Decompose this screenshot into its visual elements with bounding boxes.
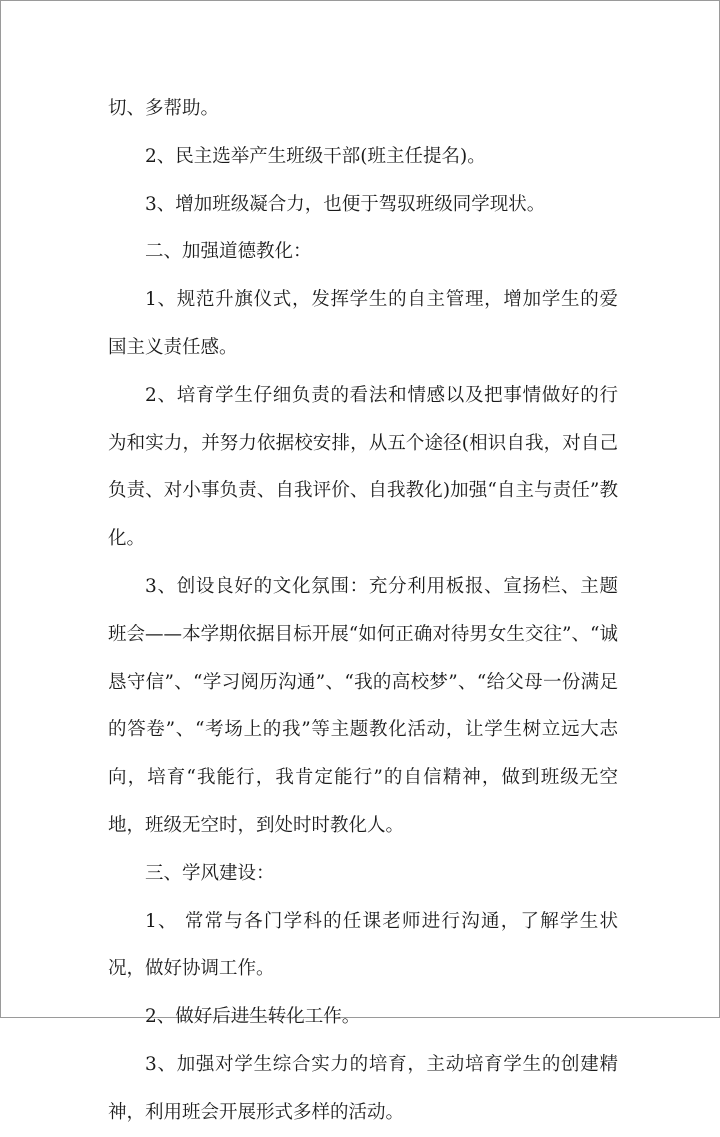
paragraph-moral-item-2: 2、培育学生仔细负责的看法和情感以及把事情做好的行为和实力，并努力依据校安排，从五个途径(相识自我，对自己负责、对小事负责、自我评价、自我教化)加强“自主与责任”教化。 bbox=[108, 384, 618, 550]
paragraph-item-2-elect-cadres: 2、民主选举产生班级干部(班主任提名)。 bbox=[145, 145, 486, 167]
paragraph-study-item-2: 2、做好后进生转化工作。 bbox=[145, 1006, 361, 1028]
paragraph-study-item-1: 1、 常常与各门学科的任课老师进行沟通，了解学生状况，做好协调工作。 bbox=[108, 910, 618, 980]
paragraph-continuation: 切、多帮助。 bbox=[108, 98, 220, 119]
paragraph-study-item-3: 3、加强对学生综合实力的培育，主动培育学生的创建精神，利用班会开展形式多样的活动。 bbox=[108, 1053, 618, 1123]
paragraph-moral-item-1: 1、规范升旗仪式，发挥学生的自主管理，增加学生的爱国主义责任感。 bbox=[108, 289, 618, 358]
section-heading-moral-education: 二、加强道德教化： bbox=[145, 241, 312, 263]
paragraph-item-3-cohesion: 3、增加班级凝合力，也便于驾驭班级同学现状。 bbox=[145, 193, 546, 215]
paragraph-moral-item-3: 3、创设良好的文化氛围：充分利用板报、宣扬栏、主题班会——本学期依据目标开展“如何正确对待男女生交往”、“诚恳守信”、“学习阅历沟通”、“我的高校梦”、“给父母一份满足的答卷”、“考场上的我”等主题教化活动，让学生树立远大志向，培育“我能行，我肯定能行”的自信精神，做到班级无空地，班级无空时，到处时时教化人。 bbox=[108, 575, 618, 836]
document-body bbox=[108, 85, 618, 1137]
section-heading-study-style: 三、学风建设： bbox=[145, 862, 275, 884]
